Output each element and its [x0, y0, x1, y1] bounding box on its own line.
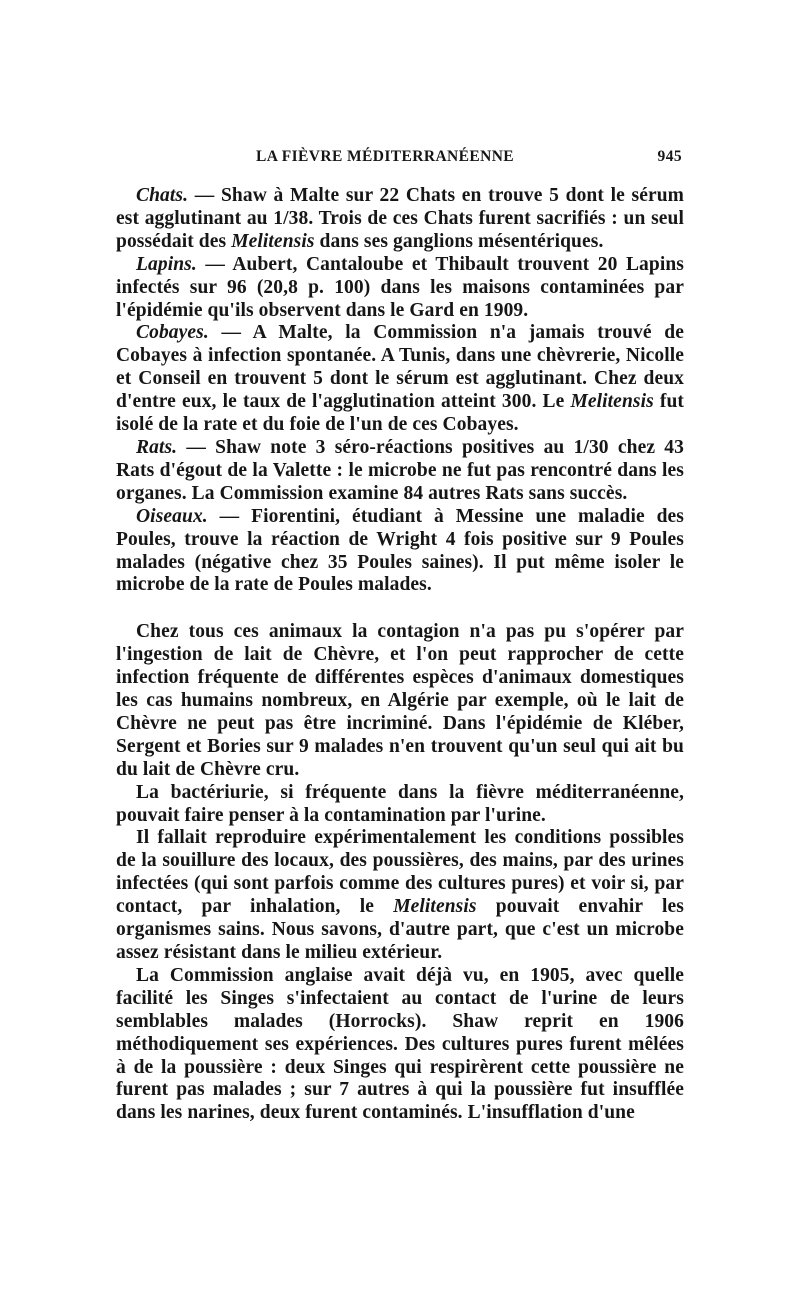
paragraph-text: fut isolé de la rate et du foie de l'un de ces Cobayes. — [116, 391, 684, 436]
paragraph-text: — Shaw note 3 séro-réactions positives au 1/30 chez 43 Rats d'égout de la Valette : le microbe ne fut pas rencontré dans les organes. La Commission examine 84 autres Rats sans succès. — [116, 436, 684, 504]
paragraph-contagion: Chez tous ces animaux la contagion n'a pas pu s'opérer par l'ingestion de lait de Chèvre, et l'on peut rapprocher de cette infection fréquente de différentes espèces d'animaux domestiques les cas humains nombreux, en Algérie par exemple, où le lait de Chèvre ne peut pas être incriminé. Dans l'épidémie de Kléber, Sergent et Bories sur 9 malades n'en trouvent qu'un seul qui ait bu du lait de Chèvre cru. — [116, 621, 684, 780]
paragraph-bacteriurie: La bactériurie, si fréquente dans la fièvre méditerranéenne, pouvait faire penser à la contamination par l'urine. — [116, 781, 684, 826]
italic-term: Melitensis — [231, 230, 315, 252]
book-page — [116, 144, 684, 1125]
running-header — [116, 144, 684, 172]
italic-term: Melitensis — [570, 391, 654, 413]
paragraph-text: — Shaw à Malte sur 22 Chats en trouve 5 dont le sérum est agglutinant au 1/38. Trois de ces Chats furent sacrifiés : un seul possédait des — [116, 185, 684, 252]
section-lead-chats: Chats. — [136, 185, 189, 206]
italic-term: Melitensis — [393, 896, 477, 918]
section-lead-cobayes: Cobayes. — [136, 322, 209, 344]
paragraph-text: — A Malte, la Commission n'a jamais trouvé de Cobayes à infection spontanée. A Tunis, dans une chèvrerie, Nicolle et Conseil en trouvent 5 dont le sérum est agglutinant. Chez deux d'entre eux, le taux de l'agglutination atteint 300. Le — [116, 322, 684, 413]
paragraph-text: pouvait envahir les organismes sains. Nous savons, d'autre part, que c'est un microbe assez résistant dans le milieu extérieur. — [116, 896, 684, 963]
paragraph-text: — Fiorentini, étudiant à Messine une maladie des Poules, trouve la réaction de Wright 4 fois positive sur 9 Poules malades (négative chez 35 Poules saines). Il put même isoler le microbe de la rate de Poules malades. — [116, 505, 684, 596]
paragraph-text: — Aubert, Cantaloube et Thibault trouvent 20 Lapins infectés sur 96 (20,8 p. 100) dans les maisons contaminées par l'épidémie qu'ils observent dans le Gard en 1909. — [116, 253, 684, 321]
paragraph-commission: La Commission anglaise avait déjà vu, en 1905, avec quelle facilité les Singes s'infectaient au contact de l'urine de leurs semblables malades (Horrocks). Shaw reprit en 1906 méthodiquement ses expériences. Des cultures pures furent mêlées à de la poussière : deux Singes qui respirèrent cette poussière ne furent pas malades ; sur 7 autres à qui la poussière fut insufflée dans les narines, deux furent contaminés. L'insufflation d'une — [116, 964, 684, 1124]
page-number: 945 — [657, 148, 682, 165]
section-gap — [116, 597, 684, 621]
running-title: LA FIÈVRE MÉDITERRANÉENNE — [256, 148, 515, 165]
paragraph-rats — [116, 437, 684, 506]
paragraph-reproduction — [116, 827, 684, 964]
paragraph-lapins — [116, 254, 684, 323]
body-text — [116, 185, 684, 1125]
paragraph-oiseaux — [116, 506, 684, 598]
paragraph-text: Il fallait reproduire expérimentalement les conditions possibles de la souillure des locaux, des poussières, des mains, par des urines infectées (qui sont parfois comme des cultures pures) et voir si, par contact, par inhalation, le — [116, 827, 684, 918]
paragraph-text: dans ses ganglions mésentériques. — [314, 230, 604, 252]
paragraph-cobayes — [116, 322, 684, 437]
section-lead-rats: Rats. — [136, 436, 178, 458]
paragraph-chats — [116, 185, 684, 254]
section-lead-oiseaux: Oiseaux. — [136, 505, 208, 527]
section-lead-lapins: Lapins. — [136, 253, 197, 275]
